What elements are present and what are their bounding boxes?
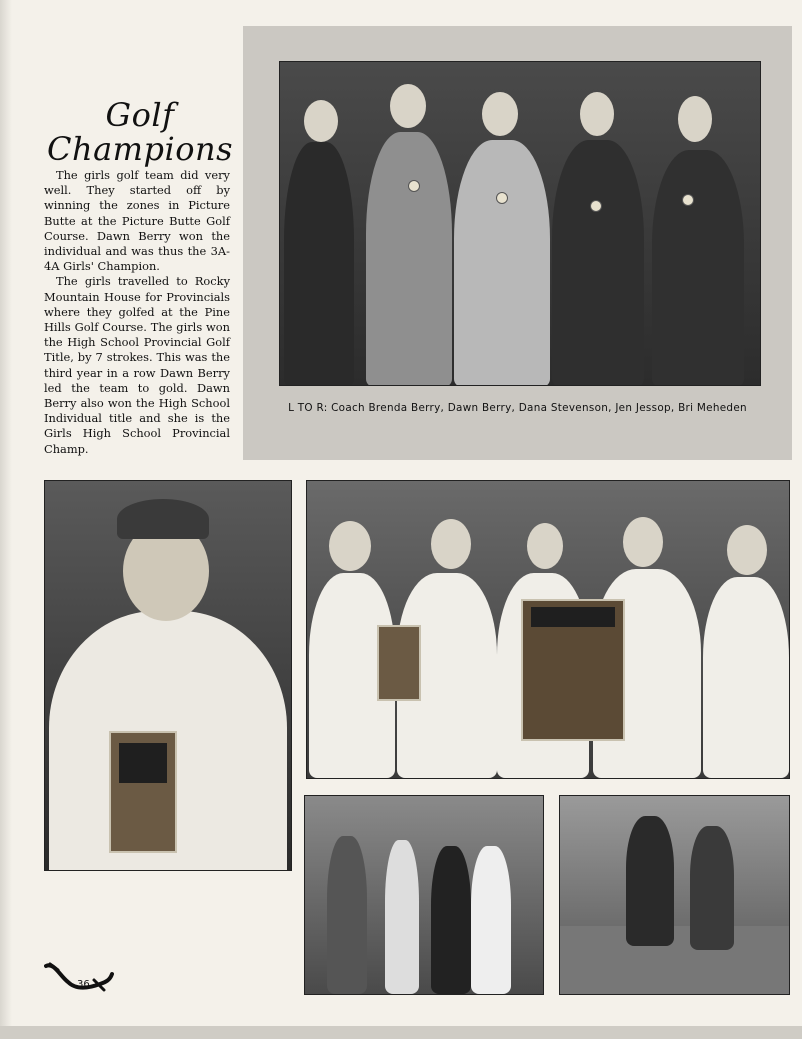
page-title: [40, 98, 240, 166]
page-bottom-edge: [0, 1026, 802, 1039]
person-head: [390, 84, 426, 128]
medal: [590, 200, 602, 212]
paragraph-1: The girls golf team did very well. They started off by winning the zones in Picture Butte at the Picture Butte Golf Course. Dawn Berry won the individual and was thus the 3A-4A Girls' Champion.: [44, 168, 230, 274]
medal: [496, 192, 508, 204]
title-line-2: Champions: [46, 130, 234, 168]
award-plaque: [109, 731, 177, 853]
title-line-1: Golf: [105, 96, 175, 134]
person-figure: [454, 140, 550, 386]
provincial-shield-plaque: [521, 599, 625, 741]
person-figure: [431, 846, 471, 994]
person-figure: [327, 836, 367, 994]
team-trophy-photo: [306, 480, 790, 779]
plaque-inscription: [119, 743, 167, 783]
person-head: [678, 96, 712, 142]
article-body: [44, 168, 230, 457]
person-head: [527, 523, 563, 569]
golfer-putting-photo: [559, 795, 790, 995]
person-figure: [690, 826, 734, 950]
person-figure: [626, 816, 674, 946]
champion-portrait-photo: [44, 480, 292, 871]
person-head: [623, 517, 663, 567]
person-head: [580, 92, 614, 136]
person-figure: [703, 577, 789, 778]
fairway: [560, 926, 789, 994]
person-figure: [385, 840, 419, 994]
person-head: [482, 92, 518, 136]
golfers-on-course-photo: [304, 795, 544, 995]
person-figure: [366, 132, 452, 386]
person-head: [727, 525, 767, 575]
medal: [408, 180, 420, 192]
person-figure: [284, 142, 354, 386]
person-head: [431, 519, 471, 569]
person-head: [304, 100, 338, 142]
cap: [117, 499, 209, 539]
paragraph-2: The girls travelled to Rocky Mountain House for Provincials where they golfed at the Pine Hills Golf Course. The girls won the High School Provincial Golf Title, by 7 strokes. This was the third year in a row Dawn Berry led the team to gold. Dawn Berry also won the High School Individual title and she is the Girls High School Provincial Champ.: [44, 274, 230, 456]
plaque-inscription: [531, 607, 615, 627]
page-number: 36: [77, 979, 90, 990]
page-edge: [0, 0, 12, 1039]
person-figure: [471, 846, 511, 994]
team-group-photo: [279, 61, 761, 386]
medal: [682, 194, 694, 206]
person-head: [329, 521, 371, 571]
person-figure: [552, 140, 644, 386]
photo-caption: L TO R: Coach Brenda Berry, Dawn Berry, Dana Stevenson, Jen Jessop, Bri Meheden: [288, 402, 747, 414]
award-plaque: [377, 625, 421, 701]
person-figure: [652, 150, 744, 386]
